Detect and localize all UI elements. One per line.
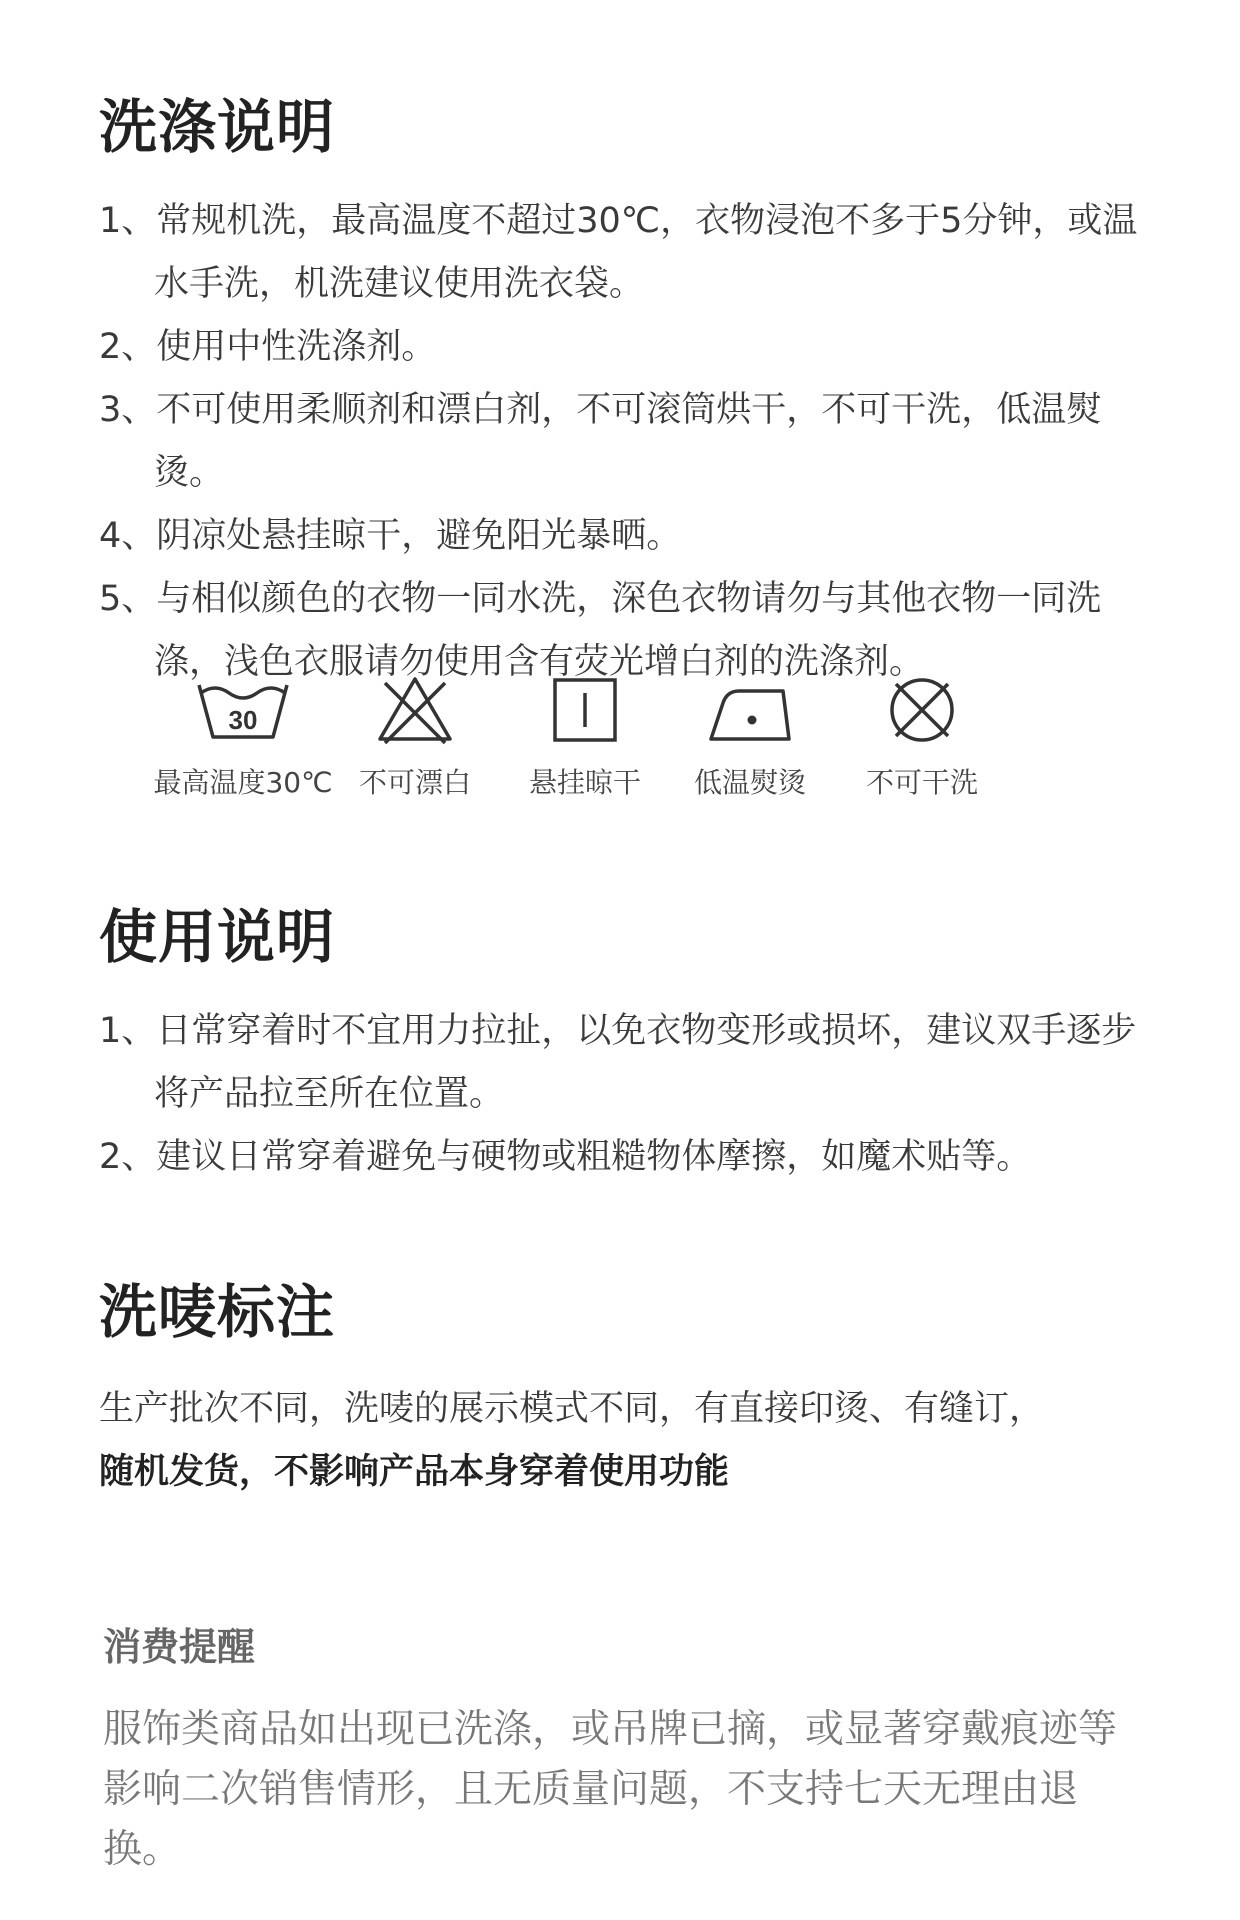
wash-30-icon <box>193 675 293 745</box>
care-label: 低温熨烫 <box>693 766 806 799</box>
consumer-notice-title: 消费提醒 <box>103 1625 256 1669</box>
label-note-text: 生产批次不同，洗唛的展示模式不同，有直接印烫、有缝订， <box>99 1389 1045 1429</box>
washing-title: 洗涤说明 <box>99 93 336 161</box>
label-note-bold-text: 随机发货，不影响产品本身穿着使用功能 <box>99 1452 730 1492</box>
care-label: 悬挂晾干 <box>528 766 641 799</box>
care-icons-row <box>140 675 1040 815</box>
list-item: 5、与相似颜色的衣物一同水洗，深色衣物请勿与其他衣物一同洗涤，浅色衣服请勿使用含有荧光增白剂的洗涤剂。 <box>99 579 1102 682</box>
list-item: 2、建议日常穿着避免与硬物或粗糙物体摩擦，如魔术贴等。 <box>99 1137 1032 1177</box>
do-not-bleach-icon <box>375 675 455 745</box>
care-item-no-dry-clean <box>822 675 1022 815</box>
list-item: 4、阴凉处悬挂晾干，避免阳光暴晒。 <box>99 516 682 556</box>
list-item: 1、日常穿着时不宜用力拉扯，以免衣物变形或损坏，建议双手逐步将产品拉至所在位置。 <box>99 1011 1137 1114</box>
list-item: 3、不可使用柔顺剂和漂白剂，不可滚筒烘干，不可干洗，低温熨烫。 <box>99 390 1102 493</box>
iron-low-icon <box>705 675 795 745</box>
care-label: 最高温度30℃ <box>153 766 333 799</box>
care-label: 不可漂白 <box>358 766 471 799</box>
hang-dry-icon <box>550 675 620 745</box>
care-label: 不可干洗 <box>865 766 978 799</box>
list-item: 1、常规机洗，最高温度不超过30℃，衣物浸泡不多于5分钟，或温水手洗，机洗建议使用洗衣袋。 <box>99 201 1138 304</box>
usage-list <box>99 1000 1139 1189</box>
list-item: 2、使用中性洗涤剂。 <box>99 327 437 367</box>
washing-list <box>99 190 1139 694</box>
svg-text:30: 30 <box>228 705 258 735</box>
consumer-notice-text: 服饰类商品如出现已洗涤，或吊牌已摘，或显著穿戴痕迹等影响二次销售情形，且无质量问题，不支持七天无理由退换。 <box>103 1707 1118 1872</box>
label-note-title: 洗唛标注 <box>99 1278 336 1346</box>
do-not-dry-clean-icon <box>884 675 960 745</box>
care-item-wash-30 <box>143 675 343 815</box>
care-item-iron-low <box>650 675 850 815</box>
usage-title: 使用说明 <box>99 903 336 971</box>
